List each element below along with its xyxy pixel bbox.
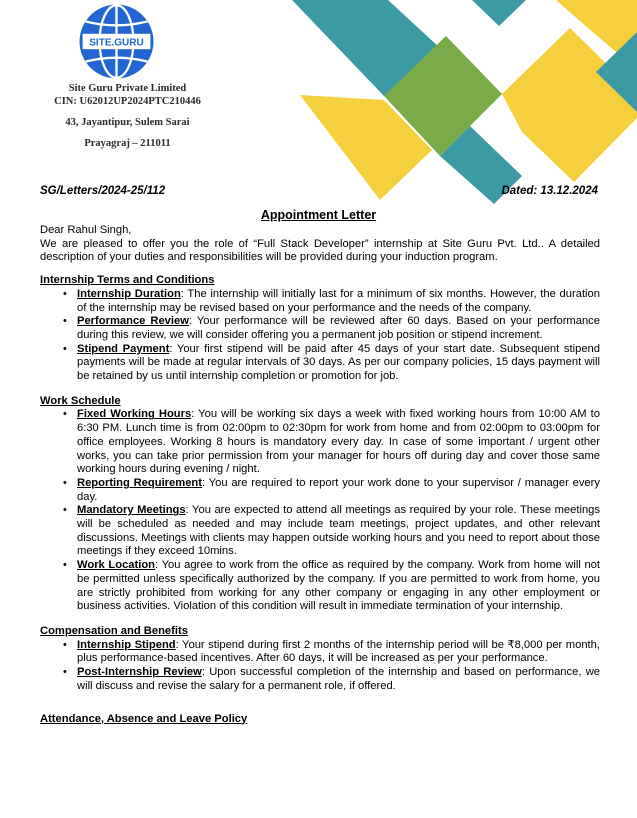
item-text: : Your stipend during first 2 months of the internship period will be ₹8,000 per month, plus performance-based incentives. After 60 days, it will be increased as per your performance.	[77, 638, 600, 665]
item-key: Performance Review	[77, 315, 189, 328]
terms-list	[40, 288, 600, 384]
site-guru-logo	[78, 3, 155, 80]
list-item	[77, 288, 600, 315]
list-item	[77, 504, 600, 559]
list-item	[77, 408, 600, 477]
item-key: Stipend Payment	[77, 342, 170, 355]
salutation: Dear Rahul Singh,	[40, 224, 132, 236]
item-key: Fixed Working Hours	[77, 408, 192, 421]
item-key: Post-Internship Review	[77, 666, 202, 679]
item-key: Internship Stipend	[77, 638, 176, 651]
item-text: : The internship will initially last for a minimum of six months. However, the duration of the internship may be revised based on your performance and the needs of the company.	[77, 287, 600, 314]
list-item	[77, 639, 600, 666]
company-address-line1: 43, Jayantipur, Sulem Sarai	[65, 117, 190, 128]
letter-body	[40, 224, 600, 726]
compensation-list	[40, 639, 600, 694]
list-item	[77, 343, 600, 384]
schedule-list	[40, 408, 600, 614]
company-address-line2: Prayagraj – 211011	[84, 137, 171, 149]
deco-teal-corner	[472, 0, 526, 26]
intro-paragraph: We are pleased to offer you the role of “Full Stack Developer” internship at Site Guru Pvt. Ltd.. A detailed description of your duties and responsibilities will be provided during your induction program.	[40, 237, 600, 264]
item-text: : You are expected to attend all meetings as required by your role. These meetings will be scheduled as needed and may include team meetings, project updates, and other relevant discussions. Meetings with clients may happen outside working hours and you need to report about those meetings if they exceed 10mins.	[77, 504, 600, 558]
letter-date: Dated: 13.12.2024	[501, 185, 598, 197]
reference-line	[40, 185, 598, 197]
item-key: Mandatory Meetings	[77, 504, 186, 517]
item-key: Work Location	[77, 559, 156, 572]
item-key: Reporting Requirement	[77, 476, 202, 489]
item-key: Internship Duration	[77, 287, 181, 300]
company-name: Site Guru Private Limited	[68, 83, 187, 94]
company-block	[20, 83, 235, 150]
item-text: : You will be working six days a week with fixed working hours from 10:00 AM to 6:30 PM. Lunch time is from 02:00pm to 02:30pm for work from home and from 02:00pm to 03:00pm for office employees. Working 8 hours is mandatory every day. In case of some important / urgent other works, you can take prior permission from your manager for hours off during day and cover those same working hours during evening / night.	[77, 408, 600, 476]
item-text: : Your first stipend will be paid after 45 days of your start date. Subsequent stipend payments will be made at regular intervals of 30 days. As per our company policies, 15 days payment will be retained by us until internship completion or promotion for job.	[77, 342, 600, 383]
section-heading: Work Schedule	[40, 394, 121, 407]
item-text: : You agree to work from the office as required by the company. Work from home will not be permitted unless specifically authorized by the company. If you are permitted to work from home, you are strictly prohibited from working for any other company or engaging in any other employment or business activities. Violation of this condition will result in immediate termination of your internship.	[77, 559, 600, 613]
item-text: : You are required to report your work done to your supervisor / manager every day.	[77, 476, 600, 503]
list-item	[77, 315, 600, 342]
list-item	[77, 666, 600, 693]
list-item	[77, 477, 600, 504]
list-item	[77, 559, 600, 614]
section-heading: Internship Terms and Conditions	[40, 274, 215, 287]
section-heading: Attendance, Absence and Leave Policy	[40, 712, 248, 725]
logo-text: SITE.GURU	[89, 37, 144, 49]
letter-reference: SG/Letters/2024-25/112	[40, 185, 166, 197]
section-heading: Compensation and Benefits	[40, 624, 188, 637]
letter-title: Appointment Letter	[260, 208, 377, 222]
item-text: : Your performance will be reviewed after 60 days. Based on your performance during this review, we will consider offering you a permanent job position or stipend increment.	[77, 315, 601, 341]
company-cin: CIN: U62012UP2024PTC210446	[54, 95, 201, 107]
item-text: : Upon successful completion of the internship and based on performance, we will discuss and revise the salary for a permanent role, if offered.	[77, 666, 600, 692]
